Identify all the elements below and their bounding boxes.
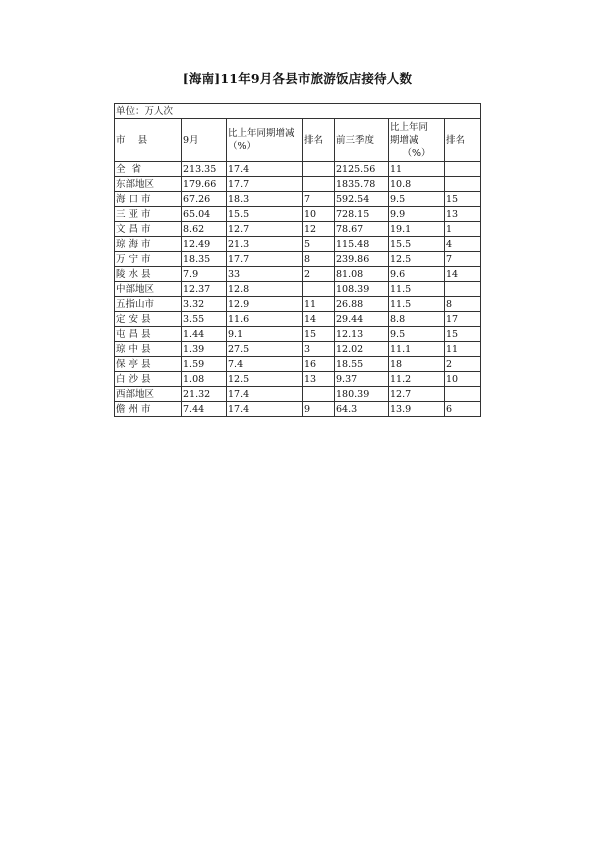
cell-q1-q3-change: 9.5 — [389, 327, 445, 342]
cell-region: 陵 水 县 — [115, 267, 182, 282]
cell-yoy-change: 12.8 — [227, 282, 303, 297]
table-row — [115, 372, 481, 387]
unit-label: 单位：万人次 — [115, 104, 481, 119]
cell-region: 白 沙 县 — [115, 372, 182, 387]
table-row — [115, 237, 481, 252]
cell-rank-2: 8 — [445, 297, 481, 312]
cell-rank-2: 2 — [445, 357, 481, 372]
cell-yoy-change: 17.4 — [227, 162, 303, 177]
cell-rank-2: 6 — [445, 402, 481, 417]
cell-rank — [303, 162, 335, 177]
cell-q1-q3: 108.39 — [335, 282, 389, 297]
cell-q1-q3: 239.86 — [335, 252, 389, 267]
cell-q1-q3: 12.13 — [335, 327, 389, 342]
cell-region: 三 亚 市 — [115, 207, 182, 222]
cell-rank-2: 11 — [445, 342, 481, 357]
cell-q1-q3-change: 11.2 — [389, 372, 445, 387]
table-row — [115, 267, 481, 282]
table-row — [115, 222, 481, 237]
header-rank: 排名 — [303, 119, 335, 162]
cell-q1-q3-change: 9.9 — [389, 207, 445, 222]
cell-yoy-change: 9.1 — [227, 327, 303, 342]
cell-region: 万 宁 市 — [115, 252, 182, 267]
cell-region: 儋 州 市 — [115, 402, 182, 417]
cell-q1-q3: 12.02 — [335, 342, 389, 357]
cell-q1-q3: 180.39 — [335, 387, 389, 402]
cell-yoy-change: 12.5 — [227, 372, 303, 387]
cell-september: 3.32 — [182, 297, 227, 312]
cell-q1-q3-change: 11.1 — [389, 342, 445, 357]
cell-september: 18.35 — [182, 252, 227, 267]
statistics-table-container — [114, 103, 480, 417]
cell-q1-q3-change: 8.8 — [389, 312, 445, 327]
cell-rank: 7 — [303, 192, 335, 207]
cell-september: 8.62 — [182, 222, 227, 237]
cell-september: 21.32 — [182, 387, 227, 402]
cell-region: 中部地区 — [115, 282, 182, 297]
cell-september: 12.37 — [182, 282, 227, 297]
cell-september: 1.44 — [182, 327, 227, 342]
cell-q1-q3-change: 11.5 — [389, 282, 445, 297]
cell-q1-q3: 9.37 — [335, 372, 389, 387]
cell-q1-q3-change: 12.7 — [389, 387, 445, 402]
cell-rank-2 — [445, 282, 481, 297]
cell-september: 213.35 — [182, 162, 227, 177]
document-title: [海南]11年9月各县市旅游饭店接待人数 — [182, 71, 413, 86]
cell-q1-q3-change: 9.5 — [389, 192, 445, 207]
cell-yoy-change: 12.7 — [227, 222, 303, 237]
cell-q1-q3-change: 10.8 — [389, 177, 445, 192]
table-row — [115, 207, 481, 222]
cell-rank-2: 15 — [445, 192, 481, 207]
cell-q1-q3: 29.44 — [335, 312, 389, 327]
table-row — [115, 387, 481, 402]
cell-rank-2 — [445, 177, 481, 192]
header-rank-2: 排名 — [445, 119, 481, 162]
cell-rank-2: 17 — [445, 312, 481, 327]
cell-september: 67.26 — [182, 192, 227, 207]
cell-september: 3.55 — [182, 312, 227, 327]
table-row — [115, 327, 481, 342]
cell-rank: 12 — [303, 222, 335, 237]
cell-q1-q3: 26.88 — [335, 297, 389, 312]
header-q1-q3-change — [389, 119, 445, 162]
cell-q1-q3: 81.08 — [335, 267, 389, 282]
cell-september: 65.04 — [182, 207, 227, 222]
cell-rank: 5 — [303, 237, 335, 252]
cell-yoy-change: 15.5 — [227, 207, 303, 222]
table-row — [115, 312, 481, 327]
cell-yoy-change: 17.4 — [227, 402, 303, 417]
cell-region: 琼 海 市 — [115, 237, 182, 252]
cell-september: 7.44 — [182, 402, 227, 417]
cell-rank: 11 — [303, 297, 335, 312]
cell-rank — [303, 282, 335, 297]
cell-rank: 8 — [303, 252, 335, 267]
cell-september: 179.66 — [182, 177, 227, 192]
cell-q1-q3: 64.3 — [335, 402, 389, 417]
cell-region: 西部地区 — [115, 387, 182, 402]
table-row — [115, 297, 481, 312]
cell-rank-2: 7 — [445, 252, 481, 267]
cell-yoy-change: 27.5 — [227, 342, 303, 357]
cell-q1-q3-change: 13.9 — [389, 402, 445, 417]
unit-row — [115, 104, 481, 119]
header-region: 市 县 — [115, 119, 182, 162]
cell-september: 1.59 — [182, 357, 227, 372]
cell-rank-2 — [445, 162, 481, 177]
cell-q1-q3: 2125.56 — [335, 162, 389, 177]
cell-rank-2 — [445, 387, 481, 402]
cell-q1-q3: 728.15 — [335, 207, 389, 222]
cell-september: 1.39 — [182, 342, 227, 357]
cell-region: 东部地区 — [115, 177, 182, 192]
cell-rank-2: 13 — [445, 207, 481, 222]
cell-q1-q3-change: 19.1 — [389, 222, 445, 237]
table-row — [115, 192, 481, 207]
cell-q1-q3-change: 11 — [389, 162, 445, 177]
header-yoy-change: 比上年同期增减（%） — [227, 119, 303, 162]
statistics-table — [114, 103, 481, 417]
cell-rank — [303, 387, 335, 402]
cell-yoy-change: 33 — [227, 267, 303, 282]
cell-yoy-change: 17.7 — [227, 252, 303, 267]
cell-q1-q3-change: 15.5 — [389, 237, 445, 252]
table-row — [115, 177, 481, 192]
cell-q1-q3-change: 12.5 — [389, 252, 445, 267]
cell-region: 琼 中 县 — [115, 342, 182, 357]
cell-rank: 10 — [303, 207, 335, 222]
table-row — [115, 402, 481, 417]
cell-q1-q3: 18.55 — [335, 357, 389, 372]
header-september: 9月 — [182, 119, 227, 162]
cell-rank: 16 — [303, 357, 335, 372]
cell-rank-2: 10 — [445, 372, 481, 387]
cell-rank-2: 4 — [445, 237, 481, 252]
cell-september: 12.49 — [182, 237, 227, 252]
header-q1-q3-change-line1: 比上年同 — [390, 121, 429, 133]
cell-q1-q3-change: 18 — [389, 357, 445, 372]
cell-rank: 3 — [303, 342, 335, 357]
table-row — [115, 162, 481, 177]
cell-rank: 15 — [303, 327, 335, 342]
cell-region: 屯 昌 县 — [115, 327, 182, 342]
cell-yoy-change: 11.6 — [227, 312, 303, 327]
header-row — [115, 119, 481, 162]
header-q1-q3-change-line2: 期增减 — [390, 134, 419, 146]
cell-region: 保 亭 县 — [115, 357, 182, 372]
cell-region: 文 昌 市 — [115, 222, 182, 237]
cell-q1-q3-change: 9.6 — [389, 267, 445, 282]
table-row — [115, 342, 481, 357]
cell-yoy-change: 12.9 — [227, 297, 303, 312]
cell-q1-q3: 115.48 — [335, 237, 389, 252]
table-row — [115, 252, 481, 267]
cell-rank: 9 — [303, 402, 335, 417]
header-q1-q3-change-line3: （%） — [402, 147, 431, 159]
cell-q1-q3: 592.54 — [335, 192, 389, 207]
cell-rank-2: 1 — [445, 222, 481, 237]
cell-rank — [303, 177, 335, 192]
cell-yoy-change: 18.3 — [227, 192, 303, 207]
cell-region: 全 省 — [115, 162, 182, 177]
cell-region: 五指山市 — [115, 297, 182, 312]
table-row — [115, 282, 481, 297]
cell-yoy-change: 21.3 — [227, 237, 303, 252]
cell-rank-2: 14 — [445, 267, 481, 282]
cell-rank: 2 — [303, 267, 335, 282]
cell-yoy-change: 17.7 — [227, 177, 303, 192]
cell-rank-2: 15 — [445, 327, 481, 342]
cell-september: 1.08 — [182, 372, 227, 387]
cell-rank: 13 — [303, 372, 335, 387]
cell-yoy-change: 7.4 — [227, 357, 303, 372]
cell-q1-q3: 1835.78 — [335, 177, 389, 192]
cell-region: 海 口 市 — [115, 192, 182, 207]
table-row — [115, 357, 481, 372]
cell-september: 7.9 — [182, 267, 227, 282]
cell-rank: 14 — [303, 312, 335, 327]
cell-yoy-change: 17.4 — [227, 387, 303, 402]
header-q1-q3: 前三季度 — [335, 119, 389, 162]
cell-q1-q3-change: 11.5 — [389, 297, 445, 312]
cell-region: 定 安 县 — [115, 312, 182, 327]
cell-q1-q3: 78.67 — [335, 222, 389, 237]
